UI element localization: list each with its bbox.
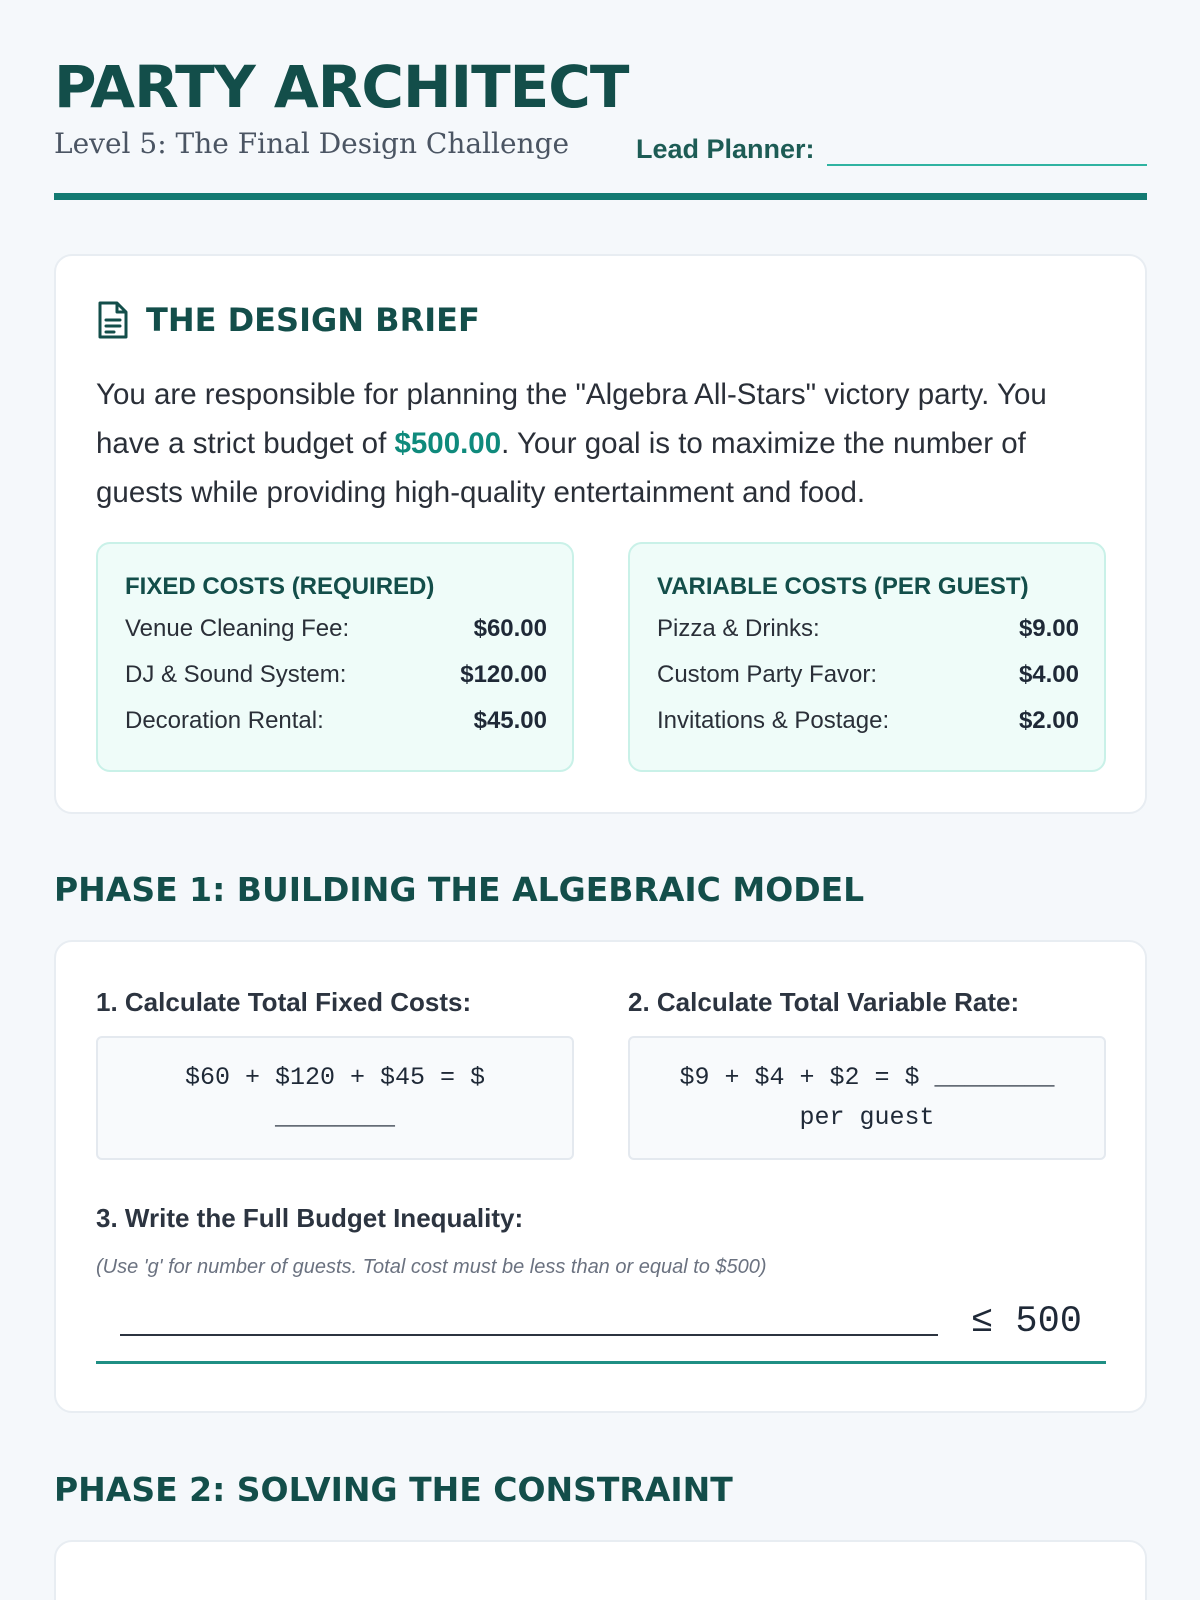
- cost-label: Custom Party Favor:: [657, 661, 878, 688]
- cost-label: Decoration Rental:: [125, 707, 324, 734]
- phase1-title: PHASE 1: BUILDING THE ALGEBRAIC MODEL: [54, 870, 865, 909]
- variable-cost-row: [657, 658, 1079, 692]
- cost-label: Pizza & Drinks:: [657, 615, 820, 642]
- lead-planner-label: Lead Planner:: [636, 134, 815, 164]
- variable-rate-calculation[interactable]: $9 + $4 + $2 = $ ________ per guest: [628, 1036, 1106, 1160]
- q2-label: 2. Calculate Total Variable Rate:: [628, 987, 1020, 1017]
- design-brief-card: [54, 254, 1147, 814]
- phase2-card: [54, 1540, 1147, 1600]
- inequality-rhs: ≤ 500: [970, 1301, 1082, 1343]
- variable-costs-title: VARIABLE COSTS (PER GUEST): [657, 573, 1029, 600]
- variable-cost-row: [657, 704, 1079, 738]
- inequality-row: [96, 1294, 1106, 1364]
- q3-hint: (Use 'g' for number of guests. Total cost must be less than or equal to $500): [96, 1256, 767, 1278]
- worksheet-page: [54, 0, 1147, 1600]
- cost-label: Venue Cleaning Fee:: [125, 615, 350, 642]
- budget-amount: $500.00: [394, 427, 502, 460]
- variable-cost-row: [657, 612, 1079, 646]
- inequality-answer-blank[interactable]: [120, 1334, 938, 1336]
- cost-amount: $9.00: [1018, 615, 1079, 642]
- design-brief-header: [96, 298, 480, 342]
- cost-amount: $2.00: [1018, 707, 1079, 734]
- header-divider: [54, 193, 1147, 200]
- lead-planner-field[interactable]: [827, 164, 1147, 166]
- page-subtitle: Level 5: The Final Design Challenge: [54, 127, 570, 160]
- design-brief-text: [96, 370, 1106, 517]
- document-icon: [96, 300, 130, 340]
- brief-text-part2: . Your goal is to maximize the number of guests while providing high-quality entertainment and food.: [96, 427, 1026, 509]
- header: [54, 52, 1147, 202]
- cost-amount: $120.00: [460, 661, 547, 688]
- fixed-costs-calculation[interactable]: $60 + $120 + $45 = $ ________: [96, 1036, 574, 1160]
- fixed-cost-row: [125, 704, 547, 738]
- variable-costs-box: [628, 542, 1106, 772]
- q1-label: 1. Calculate Total Fixed Costs:: [96, 987, 472, 1017]
- design-brief-title: THE DESIGN BRIEF: [146, 301, 480, 339]
- cost-label: DJ & Sound System:: [125, 661, 347, 688]
- phase1-card: [54, 940, 1147, 1413]
- fixed-costs-box: [96, 542, 574, 772]
- fixed-costs-title: FIXED COSTS (REQUIRED): [125, 573, 435, 600]
- cost-label: Invitations & Postage:: [657, 707, 890, 734]
- fixed-cost-row: [125, 612, 547, 646]
- fixed-cost-row: [125, 658, 547, 692]
- cost-amount: $4.00: [1018, 661, 1079, 688]
- page-title: PARTY ARCHITECT: [54, 53, 629, 121]
- q3-label: 3. Write the Full Budget Inequality:: [96, 1203, 524, 1233]
- cost-amount: $60.00: [473, 615, 547, 642]
- brief-text-part1: You are responsible for planning the "Algebra All-Stars" victory party. You have a strict budget of: [96, 378, 1047, 460]
- cost-amount: $45.00: [473, 707, 547, 734]
- phase2-title: PHASE 2: SOLVING THE CONSTRAINT: [54, 1470, 733, 1509]
